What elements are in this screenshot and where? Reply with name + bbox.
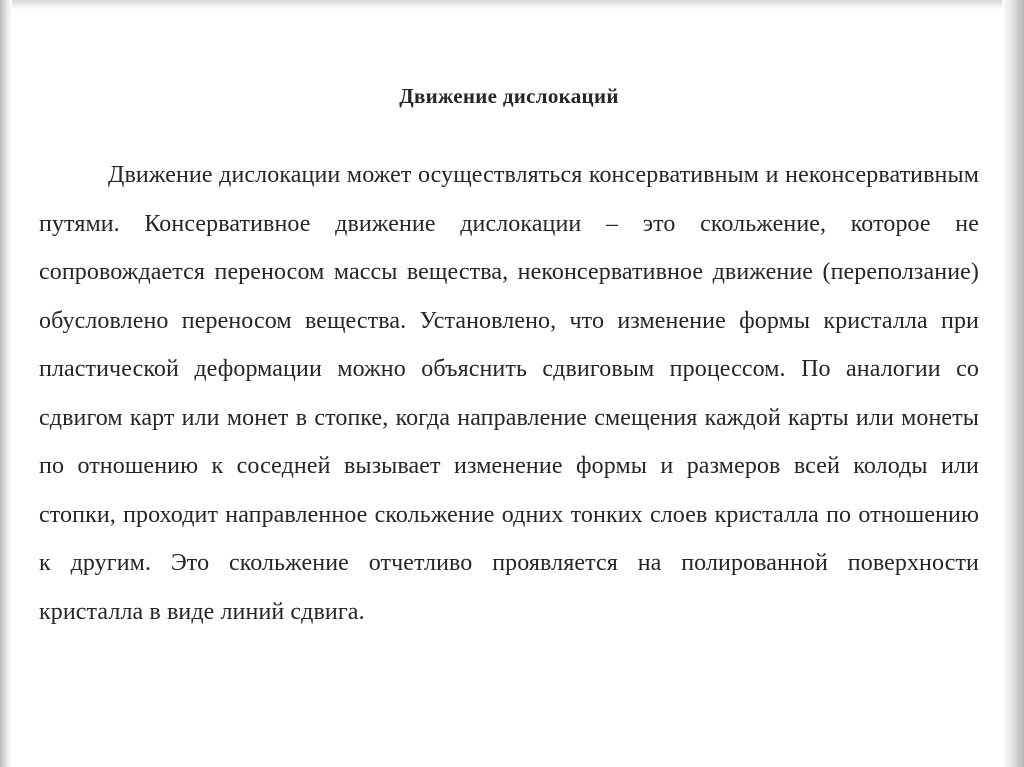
document-paragraph: Движение дислокации может осуществляться консервативным и неконсервативным путями. Консервативное движение дислокации – это скольжение, которое не сопровождается переносом массы вещества, неконсервативное движение (переползание) обусловлено переносом вещества. Установлено, что изменение формы кристалла при пластической деформации можно объяснить сдвиговым процессом. По аналогии со сдвигом карт или монет в стопке, когда направление смещения каждой карты или монеты по отношению к соседней вызывает изменение формы и размеров всей колоды или стопки, проходит направленное скольжение одних тонких слоев кристалла по отношению к другим. Это скольжение отчетливо проявляется на полированной поверхности кристалла в виде линий сдвига. (39, 162, 979, 625)
document-title: Движение дислокаций (399, 84, 619, 108)
page-shadow-top (0, 0, 1024, 10)
page-shadow-left (0, 0, 12, 767)
page-shadow-right (1002, 0, 1024, 767)
document-page (39, 82, 979, 636)
